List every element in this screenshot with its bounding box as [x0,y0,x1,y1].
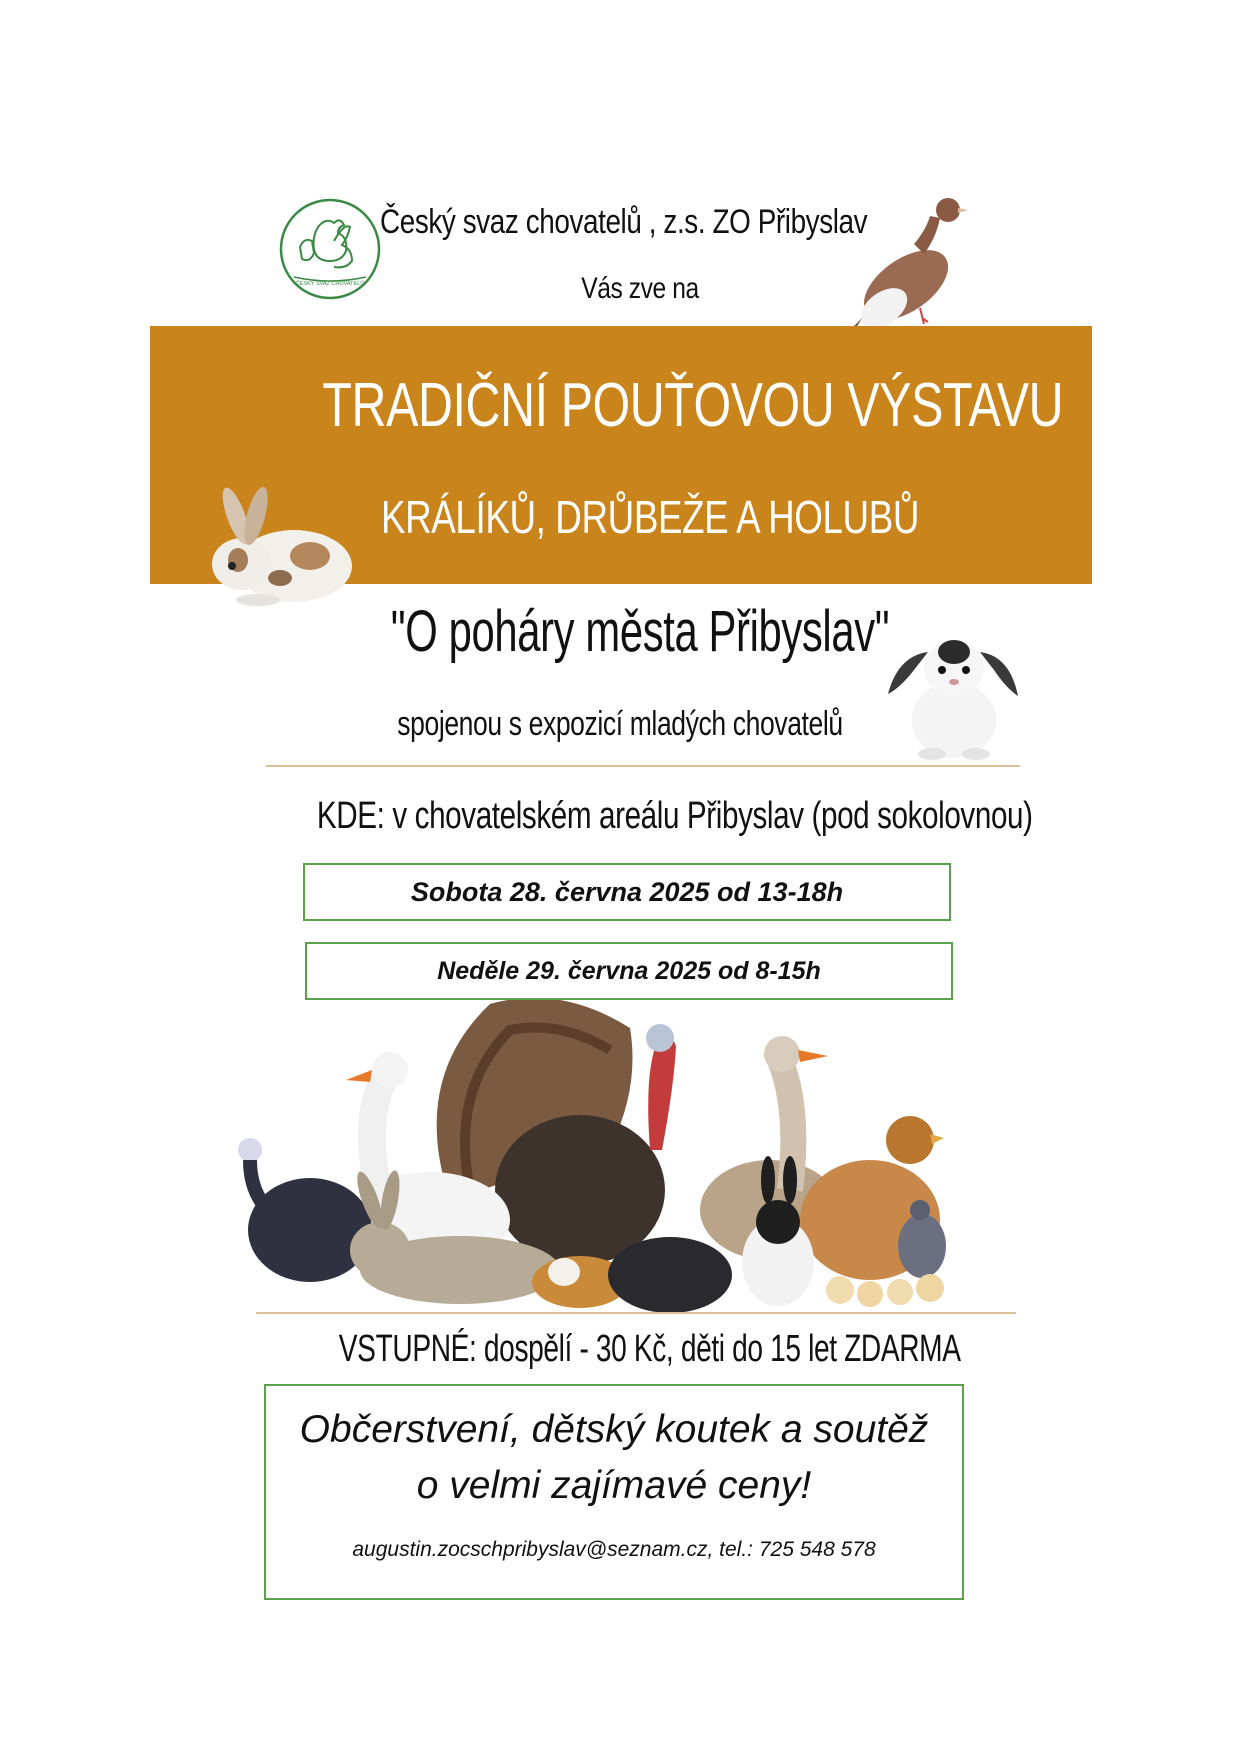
sunday-date-box: Neděle 29. června 2025 od 8-15h [305,942,953,1000]
farm-animals-group-icon [230,1000,1030,1315]
extras-line-1: Občerstvení, dětský koutek a soutěž [299,1408,929,1451]
invitation-text: Vás zve na [581,272,699,305]
spotted-rabbit-icon [198,482,358,608]
info-box [264,1384,964,1600]
lop-rabbit-icon [882,612,1022,762]
cup-title: "O poháry města Přibyslav" [390,599,890,664]
exhibition-subtitle: KRÁLÍKŮ, DRŮBEŽE A HOLUBŮ [380,491,920,543]
exhibition-title: TRADIČNÍ POUŤOVOU VÝSTAVU [322,371,1064,440]
divider-bottom [256,1312,1016,1314]
svg-text:ČESKÝ SVAZ CHOVATELŮ: ČESKÝ SVAZ CHOVATELŮ [295,281,365,287]
contact-info: augustin.zocschpribyslav@seznam.cz, tel.: 725 548 578 [352,1538,876,1561]
divider-top [266,765,1020,767]
pigeon-icon [836,190,986,340]
admission-text: VSTUPNÉ: dospělí - 30 Kč, děti do 15 let ZDARMA [338,1328,961,1370]
extras-line-2: o velmi zajímavé ceny! [416,1464,812,1507]
rabbit-rooster-logo-icon [278,197,382,301]
organization-name: Český svaz chovatelů , z.s. ZO Přibyslav [380,203,868,241]
location-text: KDE: v chovatelském areálu Přibyslav (pod sokolovnou) [316,795,1033,837]
youth-exposition-text: spojenou s expozicí mladých chovatelů [397,705,843,743]
saturday-date-box: Sobota 28. června 2025 od 13-18h [303,863,951,921]
